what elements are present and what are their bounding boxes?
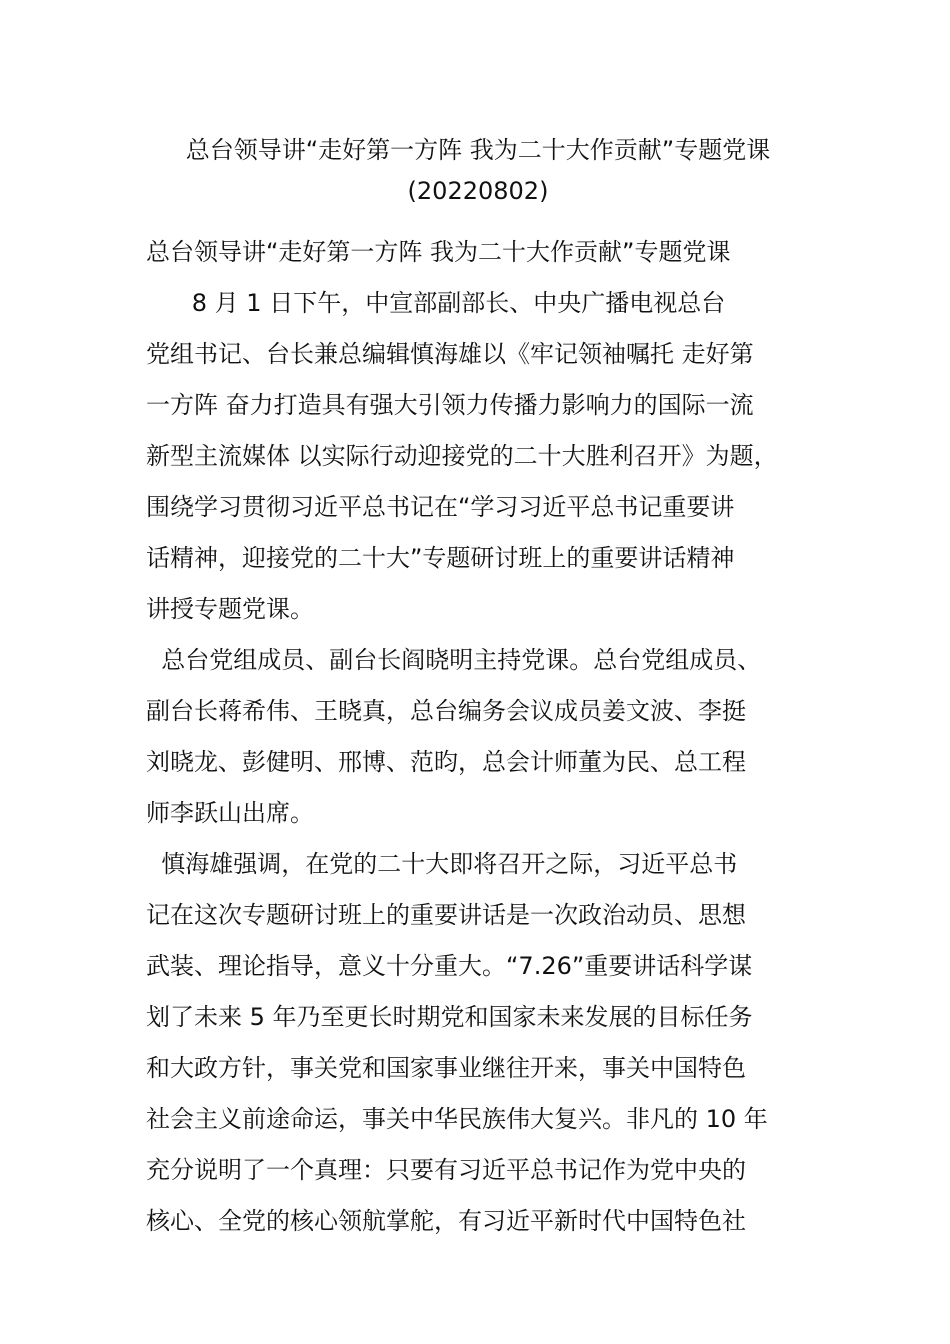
paragraph-line: 新型主流媒体 以实际行动迎接党的二十大胜利召开》为题， bbox=[146, 442, 778, 470]
title-line-1: 总台领导讲“走好第一方阵 我为二十大作贡献”专题党课 bbox=[185, 136, 771, 164]
paragraph-line: 刘晓龙、彭健明、邢博、范昀，总会计师董为民、总工程 bbox=[146, 748, 746, 776]
subtitle: 总台领导讲“走好第一方阵 我为二十大作贡献”专题党课 bbox=[146, 238, 731, 266]
paragraph-line: 8 月 1 日下午，中宣部副部长、中央广播电视总台 bbox=[146, 289, 726, 317]
paragraph-line: 师李跃山出席。 bbox=[146, 799, 314, 827]
paragraph-line: 讲授专题党课。 bbox=[146, 595, 314, 623]
title-line-2: (20220802) bbox=[407, 177, 549, 205]
paragraph-line: 和大政方针，事关党和国家事业继往开来，事关中国特色 bbox=[146, 1054, 746, 1082]
paragraph-line: 社会主义前途命运，事关中华民族伟大复兴。非凡的 10 年 bbox=[146, 1105, 768, 1133]
paragraph-3 bbox=[146, 839, 810, 1247]
paragraph-line: 围绕学习贯彻习近平总书记在“学习习近平总书记重要讲 bbox=[146, 493, 735, 521]
paragraph-line: 一方阵 奋力打造具有强大引领力传播力影响力的国际一流 bbox=[146, 391, 754, 419]
paragraph-line: 慎海雄强调，在党的二十大即将召开之际，习近平总书 bbox=[146, 850, 738, 878]
paragraph-line: 充分说明了一个真理：只要有习近平总书记作为党中央的 bbox=[146, 1156, 746, 1184]
paragraph-line: 记在这次专题研讨班上的重要讲话是一次政治动员、思想 bbox=[146, 901, 746, 929]
paragraph-line: 武装、理论指导，意义十分重大。“7.26”重要讲话科学谋 bbox=[146, 952, 753, 980]
paragraph-line: 话精神，迎接党的二十大”专题研讨班上的重要讲话精神 bbox=[146, 544, 735, 572]
paragraph-line: 划了未来 5 年乃至更长时期党和国家未来发展的目标任务 bbox=[146, 1003, 753, 1031]
paragraph-line: 总台党组成员、副台长阎晓明主持党课。总台党组成员、 bbox=[146, 646, 762, 674]
paragraph-line: 核心、全党的核心领航掌舵，有习近平新时代中国特色社 bbox=[146, 1207, 746, 1235]
paragraph-line: 党组书记、台长兼总编辑慎海雄以《牢记领袖嘱托 走好第 bbox=[146, 340, 754, 368]
paragraph-2 bbox=[146, 635, 810, 839]
paragraph-1 bbox=[146, 278, 810, 635]
document-body bbox=[146, 227, 810, 1247]
paragraph-line: 副台长蒋希伟、王晓真，总台编务会议成员姜文波、李挺 bbox=[146, 697, 746, 725]
document-title bbox=[146, 130, 810, 212]
